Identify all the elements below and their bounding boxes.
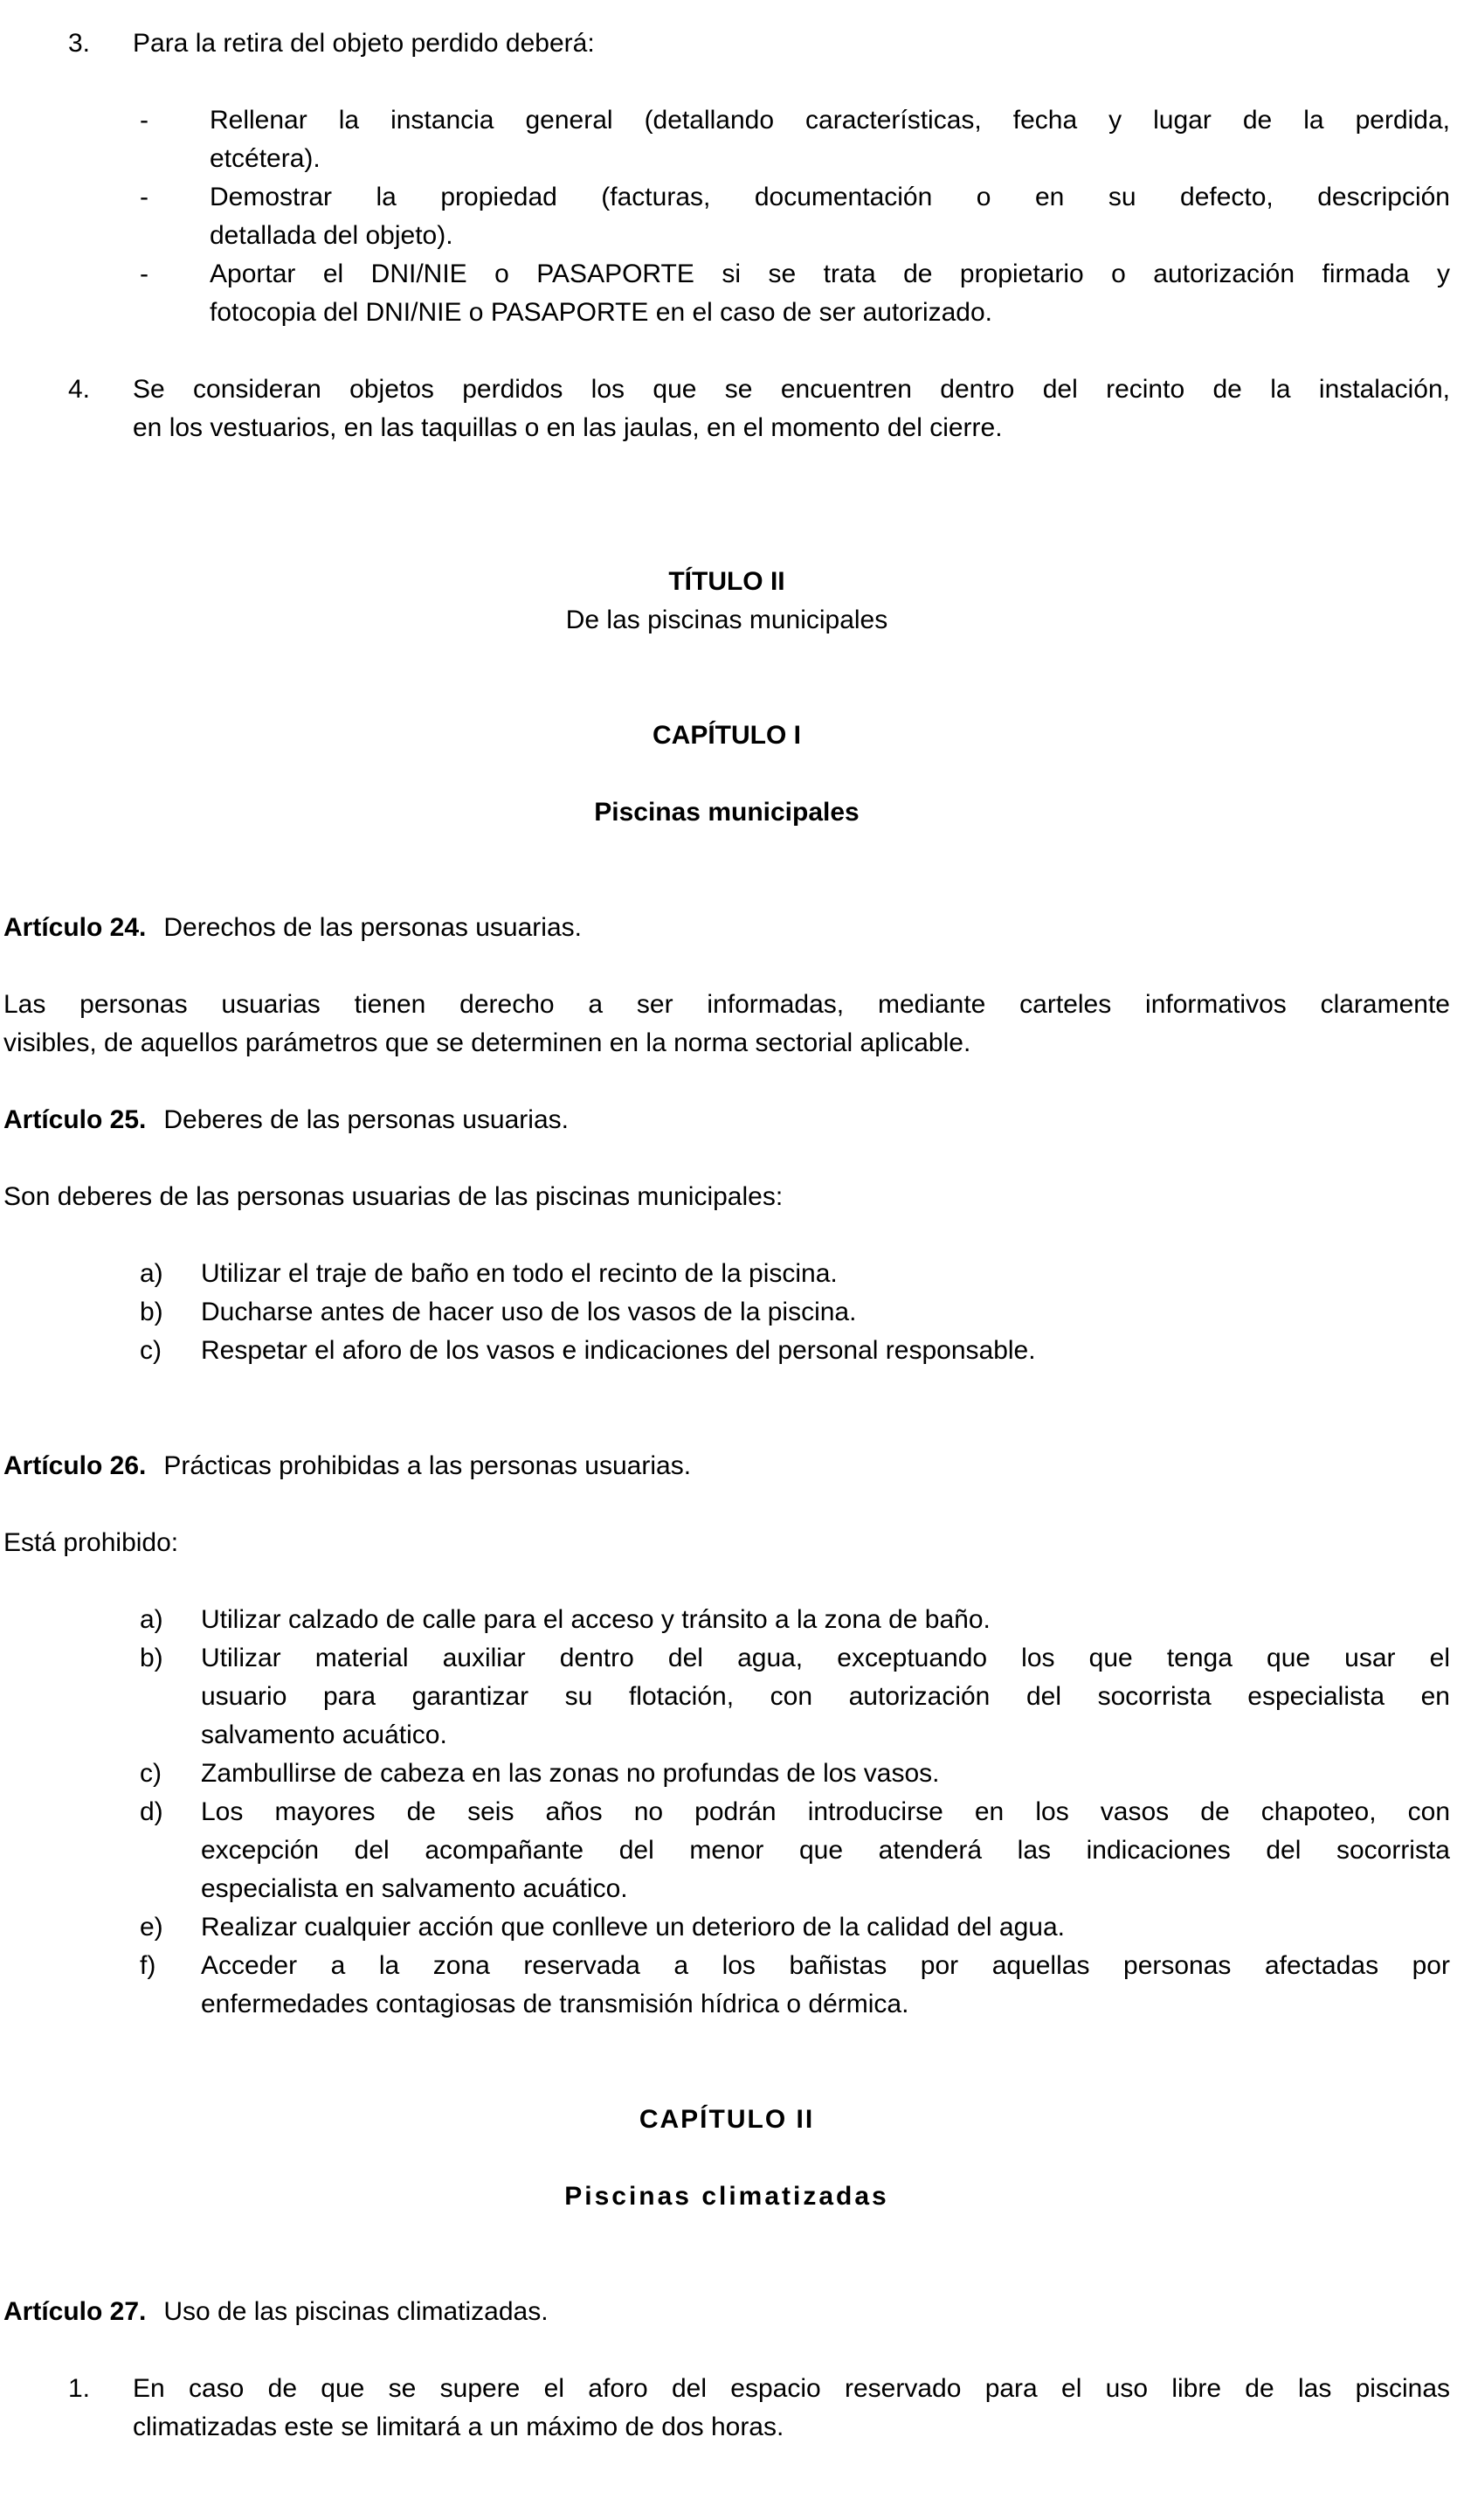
- articulo-26-intro: Está prohibido:: [3, 1528, 179, 1557]
- articulo-26-heading: [3, 1447, 1450, 1485]
- article-title: Uso de las piscinas climatizadas.: [163, 2297, 549, 2326]
- text-line: fotocopia del DNI/NIE o PASAPORTE en el caso de ser autorizado.: [210, 298, 993, 327]
- dash-marker: -: [140, 106, 148, 135]
- article-title: Prácticas prohibidas a las personas usuarias.: [163, 1451, 692, 1480]
- item-text: Zambullirse de cabeza en las zonas no profundas de los vasos.: [201, 1759, 940, 1788]
- letter-list-item: [140, 1293, 1450, 1332]
- text-line: excepción del acompañante del menor que atenderá las indicaciones del socorrista: [201, 1836, 1450, 1865]
- dash-list-item: [140, 101, 1450, 178]
- letter-list-item: [140, 1639, 1450, 1755]
- text-line: usuario para garantizar su flotación, con autorización del socorrista especialista en: [201, 1682, 1450, 1711]
- articulo-25-intro: Son deberes de las personas usuarias de las piscinas municipales:: [3, 1182, 784, 1211]
- text-line: visibles, de aquellos parámetros que se determinen en la norma sectorial aplicable.: [3, 1028, 971, 1057]
- text-line: enfermedades contagiosas de transmisión hídrica o dérmica.: [201, 1990, 909, 2018]
- articulo-24-body: [3, 986, 1450, 1063]
- letter-list-item: [140, 1332, 1450, 1370]
- letter-marker: c): [140, 1336, 162, 1365]
- text-line: Los mayores de seis años no podrán introducirse en los vasos de chapoteo, con: [201, 1797, 1450, 1826]
- letter-marker: c): [140, 1759, 162, 1788]
- letter-list-item: [140, 1255, 1450, 1293]
- text-line: climatizadas este se limitará a un máximo de dos horas.: [133, 2413, 784, 2441]
- item-number: 3.: [68, 29, 91, 58]
- text-line: Se consideran objetos perdidos los que se encuentren dentro del recinto de la instalación,: [133, 375, 1450, 404]
- ordered-item-3: [68, 24, 1450, 63]
- capitulo-ii-heading: CAPÍTULO II: [639, 2105, 815, 2134]
- letter-list-item: [140, 1793, 1450, 1908]
- article-label: Artículo 27.: [3, 2297, 147, 2326]
- ordered-item-1: [68, 2370, 1450, 2447]
- item-number: 4.: [68, 375, 91, 404]
- text-line: etcétera).: [210, 144, 321, 173]
- text-line: En caso de que se supere el aforo del espacio reservado para el uso libre de las piscinas: [133, 2374, 1450, 2403]
- dash-list-item: [140, 255, 1450, 332]
- text-line: Utilizar material auxiliar dentro del agua, exceptuando los que tenga que usar el: [201, 1644, 1450, 1672]
- articulo-24-heading: [3, 909, 1450, 947]
- letter-list-item: [140, 1601, 1450, 1639]
- article-title: Deberes de las personas usuarias.: [163, 1105, 569, 1134]
- letter-marker: f): [140, 1951, 156, 1980]
- text-line: especialista en salvamento acuático.: [201, 1874, 628, 1903]
- item-text: Realizar cualquier acción que conlleve un deterioro de la calidad del agua.: [201, 1913, 1065, 1942]
- letter-marker: a): [140, 1259, 163, 1288]
- item-text: Utilizar calzado de calle para el acceso y tránsito a la zona de baño.: [201, 1605, 991, 1634]
- article-label: Artículo 25.: [3, 1105, 147, 1134]
- letter-marker: a): [140, 1605, 163, 1634]
- letter-list-item: [140, 1947, 1450, 2024]
- letter-marker: b): [140, 1298, 163, 1326]
- dash-marker: -: [140, 260, 148, 288]
- item-text: Ducharse antes de hacer uso de los vasos de la piscina.: [201, 1298, 857, 1326]
- ordered-item-4: [68, 370, 1450, 447]
- article-label: Artículo 24.: [3, 913, 147, 942]
- articulo-25-heading: [3, 1101, 1450, 1139]
- capitulo-ii-subheading: Piscinas climatizadas: [564, 2182, 889, 2211]
- text-line: detallada del objeto).: [210, 221, 453, 250]
- letter-list-item: [140, 1755, 1450, 1793]
- text-line: salvamento acuático.: [201, 1720, 447, 1749]
- articulo-27-heading: [3, 2293, 1450, 2331]
- dash-list-item: [140, 178, 1450, 255]
- text-line: Rellenar la instancia general (detallando características, fecha y lugar de la perdida,: [210, 106, 1450, 135]
- text-line: Aportar el DNI/NIE o PASAPORTE si se trata de propietario o autorización firmada y: [210, 260, 1450, 288]
- letter-marker: b): [140, 1644, 163, 1672]
- text-line: Demostrar la propiedad (facturas, documentación o en su defecto, descripción: [210, 183, 1450, 211]
- item-text: Para la retira del objeto perdido deberá:: [133, 29, 595, 58]
- text-line: Las personas usuarias tienen derecho a ser informadas, mediante carteles informativos claramente: [3, 990, 1450, 1019]
- letter-marker: e): [140, 1913, 163, 1942]
- item-text: Utilizar el traje de baño en todo el recinto de la piscina.: [201, 1259, 838, 1288]
- dash-marker: -: [140, 183, 148, 211]
- article-label: Artículo 26.: [3, 1451, 147, 1480]
- titulo-ii-subheading: De las piscinas municipales: [565, 606, 888, 634]
- capitulo-i-heading: CAPÍTULO I: [653, 721, 801, 750]
- text-line: en los vestuarios, en las taquillas o en las jaulas, en el momento del cierre.: [133, 413, 1003, 442]
- item-number: 1.: [68, 2374, 91, 2403]
- article-title: Derechos de las personas usuarias.: [163, 913, 582, 942]
- item-text: Respetar el aforo de los vasos e indicaciones del personal responsable.: [201, 1336, 1036, 1365]
- text-line: Acceder a la zona reservada a los bañistas por aquellas personas afectadas por: [201, 1951, 1450, 1980]
- titulo-ii-heading: TÍTULO II: [668, 567, 785, 596]
- capitulo-i-subheading: Piscinas municipales: [594, 798, 860, 827]
- letter-marker: d): [140, 1797, 163, 1826]
- letter-list-item: [140, 1908, 1450, 1947]
